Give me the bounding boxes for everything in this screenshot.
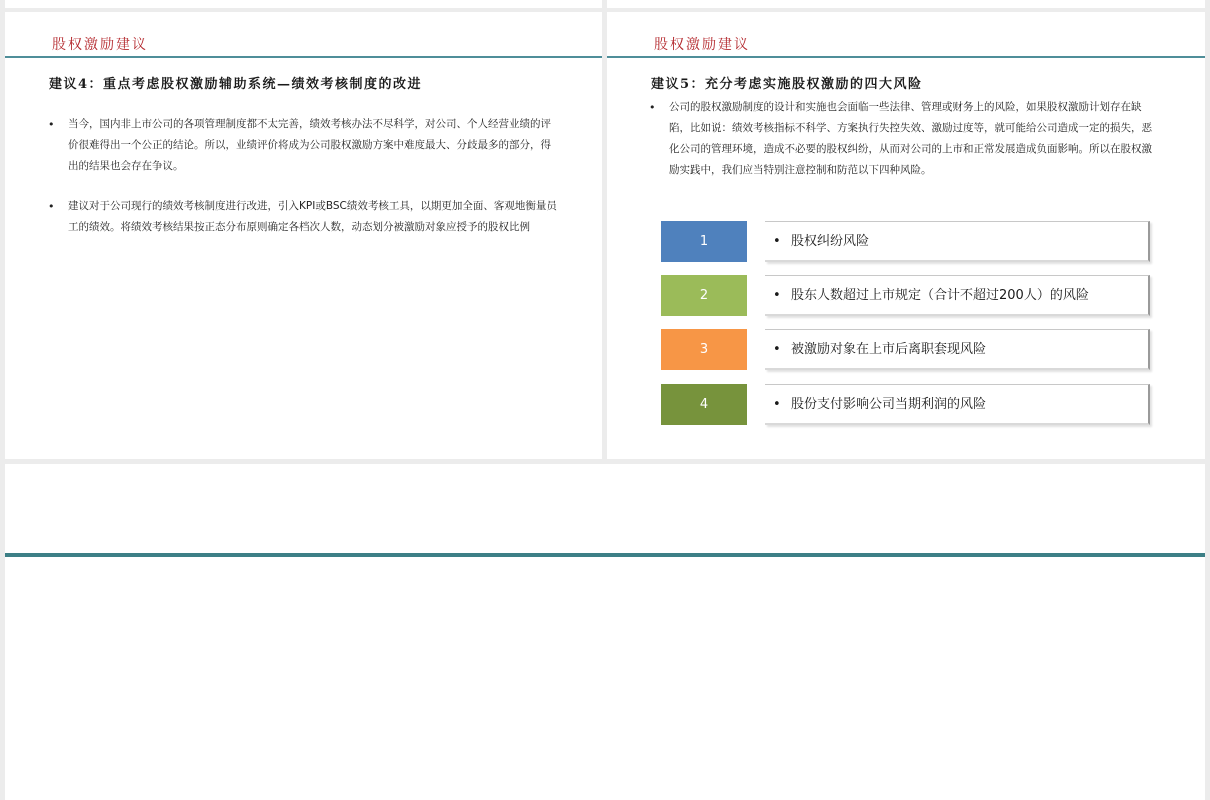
risk-number-badge: 4 bbox=[661, 384, 747, 425]
risk-item-3 bbox=[661, 329, 1151, 370]
risk-label-box bbox=[765, 384, 1150, 425]
risk-number-badge: 2 bbox=[661, 275, 747, 316]
risk-label-box bbox=[765, 275, 1150, 316]
suggestion-heading: 建议5：充分考虑实施股权激励的四大风险 bbox=[651, 77, 923, 92]
risk-item-2 bbox=[661, 275, 1151, 316]
bullet-dot: • bbox=[773, 234, 781, 249]
bullet-dot: • bbox=[773, 342, 781, 357]
risk-number-badge: 3 bbox=[661, 329, 747, 370]
bullet-list bbox=[48, 114, 558, 238]
slide-title: 股权激励建议 bbox=[52, 37, 148, 53]
risk-label: 股权纠纷风险 bbox=[791, 234, 870, 249]
risk-label: 被激励对象在上市后离职套现风险 bbox=[791, 342, 987, 357]
risk-number-badge: 1 bbox=[661, 221, 747, 262]
header-divider bbox=[5, 553, 1205, 557]
risk-label-box bbox=[765, 221, 1150, 262]
slide-suggestion-4[interactable] bbox=[5, 12, 602, 459]
title-divider bbox=[607, 56, 1205, 58]
risk-label-box bbox=[765, 329, 1150, 370]
suggestion-heading: 建议4：重点考虑股权激励辅助系统—绩效考核制度的改进 bbox=[49, 77, 423, 92]
bullet-list bbox=[649, 97, 1161, 181]
slide-next[interactable] bbox=[5, 464, 1205, 800]
risk-label: 股份支付影响公司当期利润的风险 bbox=[791, 397, 987, 412]
title-divider bbox=[5, 56, 602, 58]
bullet-dot: • bbox=[773, 288, 781, 303]
bullet-item: • 公司的股权激励制度的设计和实施也会面临一些法律、管理或财务上的风险，如果股权激励计划存在缺陷，比如说：绩效考核指标不科学、方案执行失控失效、激励过度等，就可能给公司造成一定的损失，恶化公司的管理环境，造成不必要的股权纠纷，从而对公司的上市和正常发展造成负面影响。所以在股权激励实践中，我们应当特别注意控制和防范以下四种风险。 bbox=[649, 97, 1161, 181]
risk-item-1 bbox=[661, 221, 1151, 262]
bullet-item: • 当今，国内非上市公司的各项管理制度都不太完善，绩效考核办法不尽科学，对公司、个人经营业绩的评价很难得出一个公正的结论。所以，业绩评价将成为公司股权激励方案中难度最大、分歧最多的部分，得出的结果也会存在争议。 bbox=[48, 114, 558, 177]
slide-title: 股权激励建议 bbox=[654, 37, 750, 53]
slide-suggestion-5[interactable] bbox=[607, 12, 1205, 459]
previous-slide-left-edge[interactable] bbox=[5, 0, 602, 8]
previous-slide-right-edge[interactable] bbox=[607, 0, 1205, 8]
risk-label: 股东人数超过上市规定（合计不超过200人）的风险 bbox=[791, 288, 1089, 303]
bullet-dot: • bbox=[773, 397, 781, 412]
risk-item-4 bbox=[661, 384, 1151, 425]
bullet-item: • 建议对于公司现行的绩效考核制度进行改进，引入KPI或BSC绩效考核工具，以期更加全面、客观地衡量员工的绩效。将绩效考核结果按正态分布原则确定各档次人数，动态划分被激励对象应授予的股权比例 bbox=[48, 196, 558, 238]
